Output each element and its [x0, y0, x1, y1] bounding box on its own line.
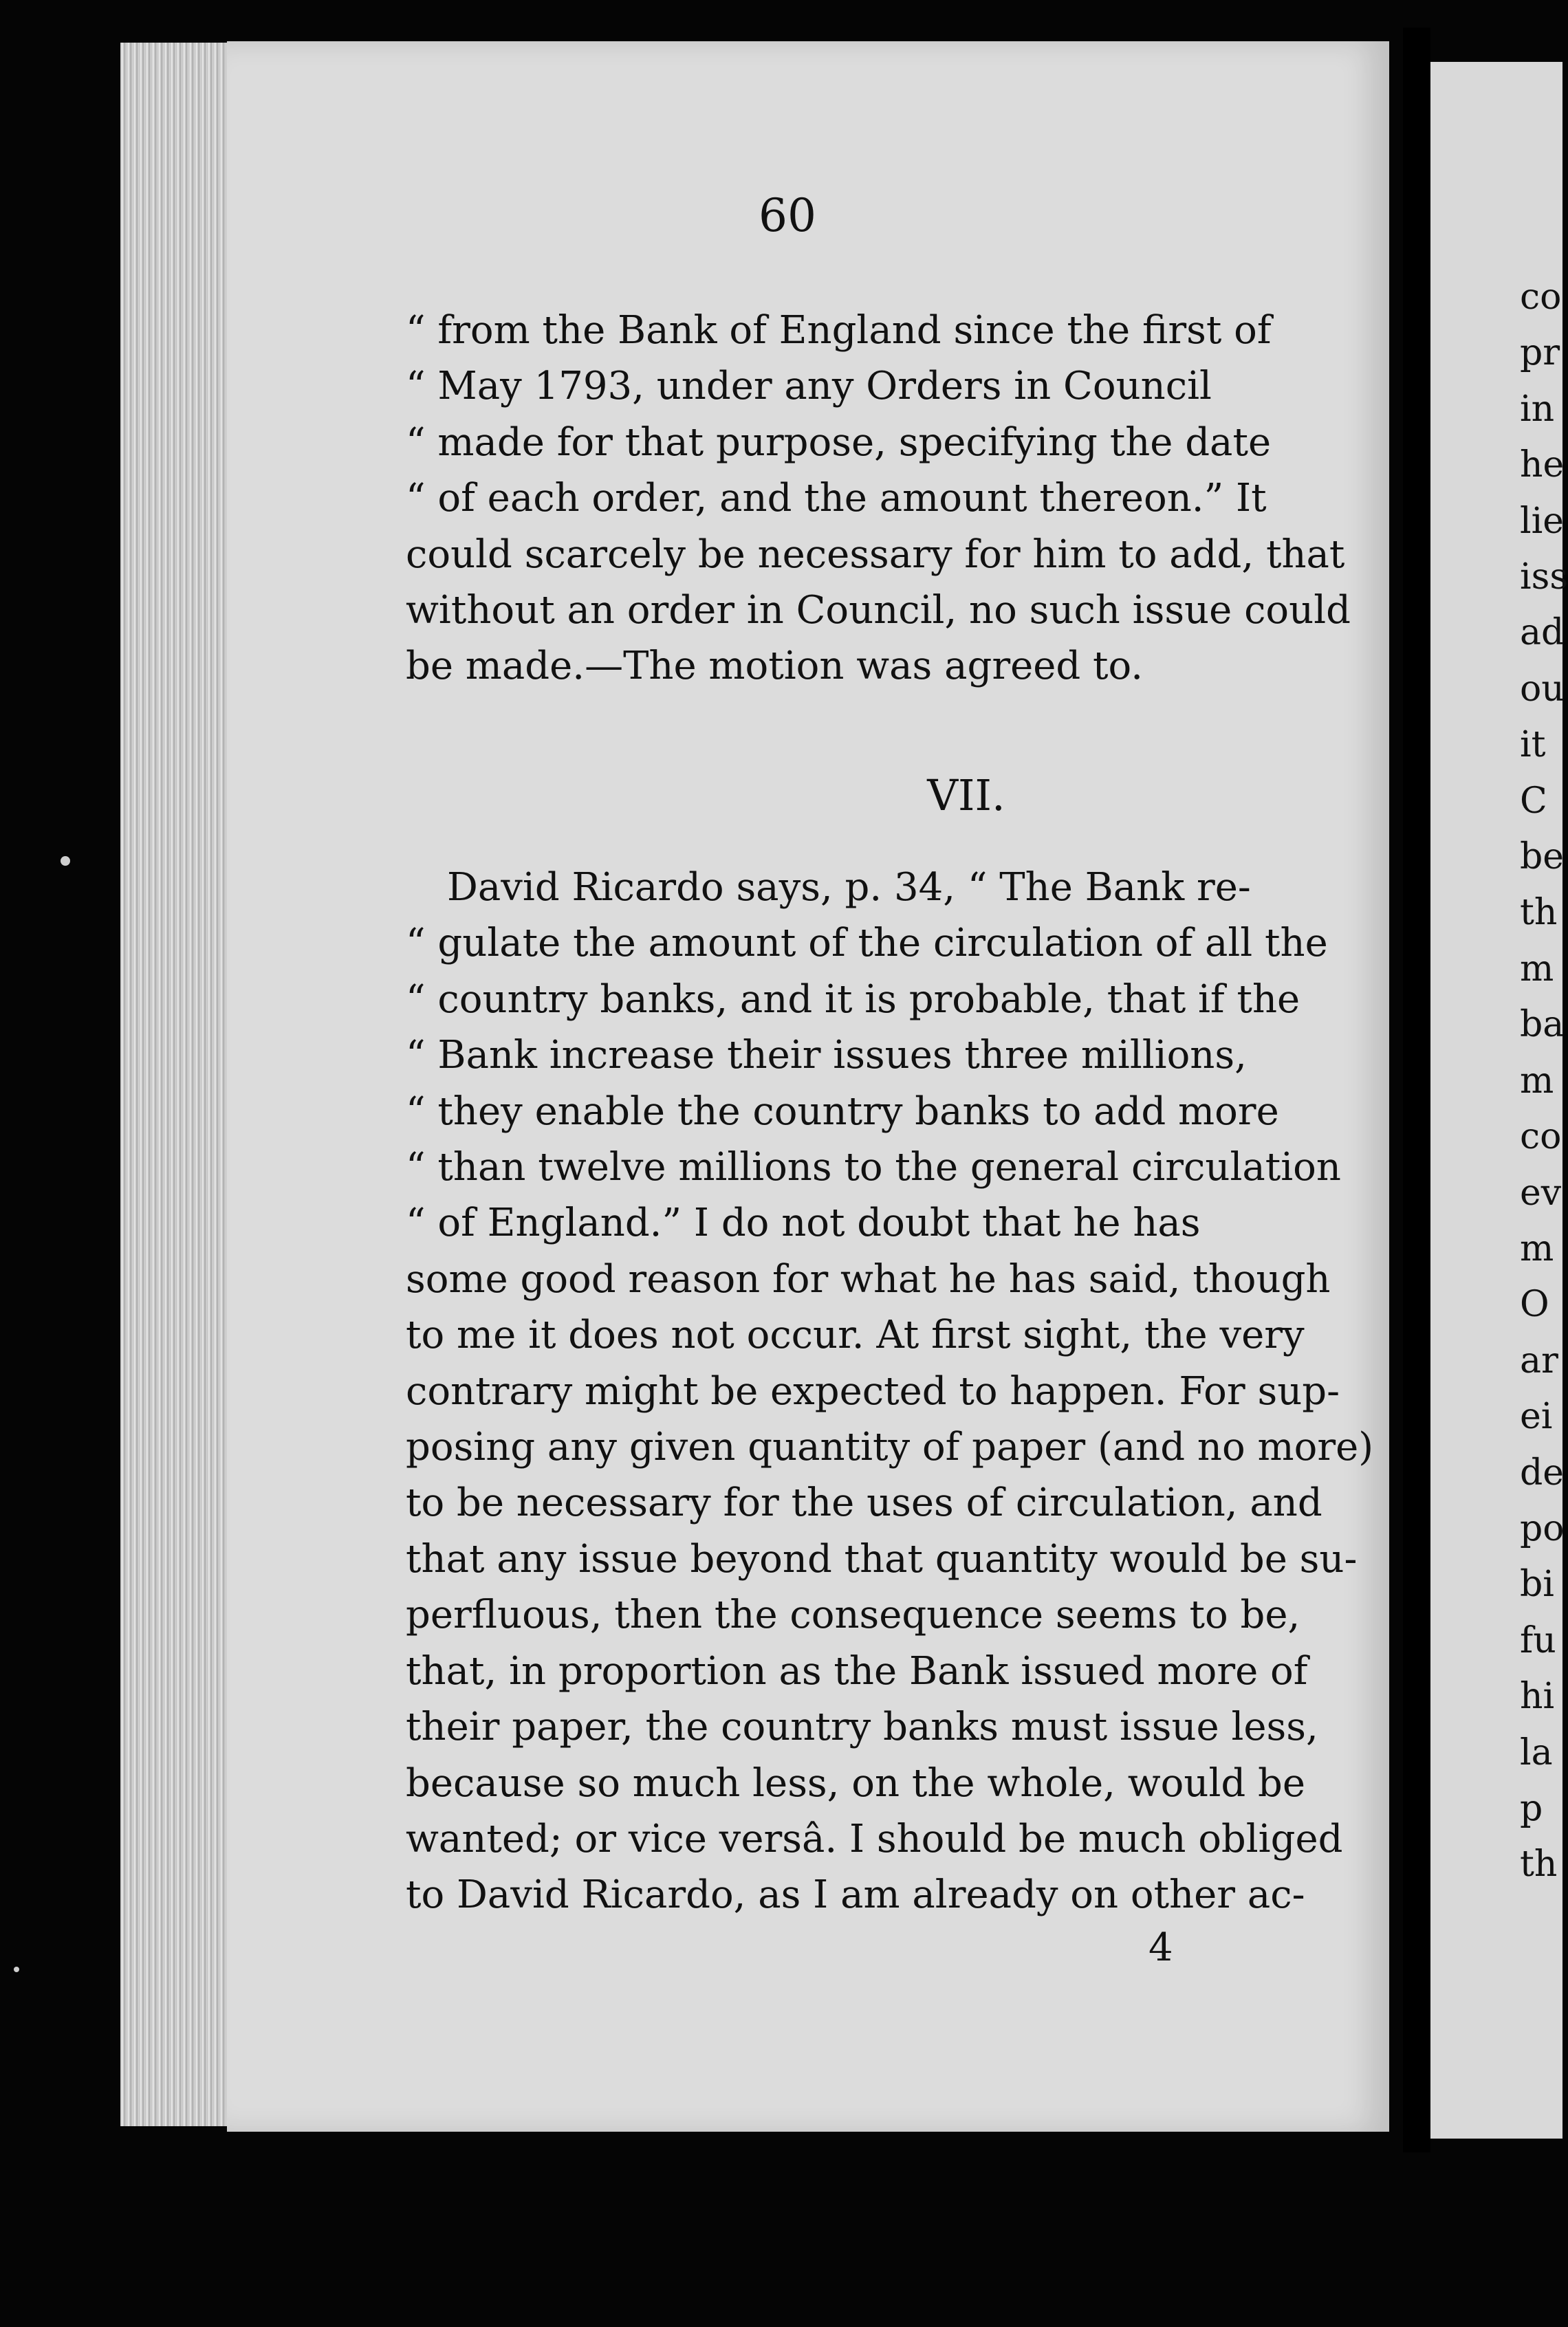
text-line: “ than twelve millions to the general circulation [406, 1145, 1341, 1190]
book-page [227, 41, 1389, 2132]
text-line: “ Bank increase their issues three millions, [406, 1033, 1247, 1078]
scan-dust [61, 856, 70, 866]
facing-line: ar [1520, 1340, 1558, 1381]
text-line: some good reason for what he has said, though [406, 1256, 1331, 1302]
text-line: that any issue beyond that quantity would be su- [406, 1536, 1358, 1582]
facing-line: co [1520, 276, 1562, 318]
facing-line: O [1520, 1284, 1549, 1326]
facing-line: fu [1520, 1619, 1556, 1661]
text-line: to David Ricardo, as I am already on other ac- [406, 1872, 1305, 1918]
facing-line: iss [1520, 556, 1568, 598]
text-line: without an order in Council, no such issue could [406, 588, 1351, 633]
text-line: David Ricardo says, p. 34, “ The Bank re- [447, 865, 1251, 910]
facing-line: co [1520, 1116, 1562, 1158]
facing-line: ad [1520, 612, 1565, 654]
facing-line: he [1520, 444, 1565, 486]
text-line: to be necessary for the uses of circulation, and [406, 1481, 1322, 1526]
facing-line: C [1520, 780, 1547, 822]
facing-line: ou [1520, 668, 1565, 710]
facing-line: it [1520, 724, 1546, 766]
facing-line: ei [1520, 1396, 1553, 1438]
facing-line: in [1520, 388, 1555, 430]
facing-line: p [1520, 1787, 1543, 1829]
text-line: posing any given quantity of paper (and no more) [406, 1425, 1374, 1470]
facing-line: be [1520, 836, 1565, 878]
facing-line: ev [1520, 1172, 1562, 1214]
text-line: that, in proportion as the Bank issued more of [406, 1648, 1308, 1694]
facing-line: th [1520, 892, 1558, 934]
paragraph-block-1 [406, 303, 1527, 695]
facing-line: ba [1520, 1004, 1565, 1046]
text-line: “ they enable the country banks to add more [406, 1089, 1279, 1134]
facing-line: bi [1520, 1564, 1554, 1606]
facing-line: lie [1520, 500, 1565, 542]
text-line: be made.—The motion was agreed to. [406, 644, 1144, 689]
text-line: “ of England.” I do not doubt that he has [406, 1201, 1201, 1246]
section-heading: VII. [927, 770, 1005, 820]
facing-line: m [1520, 948, 1554, 990]
text-line: because so much less, on the whole, would be [406, 1760, 1305, 1806]
page-gutter [1403, 28, 1430, 2152]
facing-line: de [1520, 1452, 1565, 1494]
text-line: contrary might be expected to happen. For sup- [406, 1368, 1340, 1414]
page-number: 60 [759, 189, 816, 242]
text-line: wanted; or vice versâ. I should be much obliged [406, 1816, 1343, 1861]
facing-line: pr [1520, 332, 1560, 374]
facing-page-text [1520, 270, 1568, 1893]
text-line: to me it does not occur. At first sight, the very [406, 1313, 1305, 1358]
facing-line: la [1520, 1731, 1553, 1773]
text-line: “ made for that purpose, specifying the date [406, 419, 1272, 465]
text-line: “ gulate the amount of the circulation of all the [406, 921, 1328, 966]
text-line: “ of each order, and the amount thereon.” It [406, 476, 1267, 521]
scan-dust [14, 1967, 19, 1972]
paragraph-block-2 [406, 860, 1527, 1923]
text-line: could scarcely be necessary for him to add, that [406, 532, 1345, 577]
text-line: “ country banks, and it is probable, that if the [406, 976, 1300, 1022]
facing-line: hi [1520, 1676, 1555, 1718]
facing-line: m [1520, 1227, 1554, 1269]
facing-line: th [1520, 1844, 1558, 1886]
text-line: “ May 1793, under any Orders in Council [406, 364, 1212, 409]
book-page-edge [120, 43, 230, 2126]
text-line: their paper, the country banks must issue less, [406, 1705, 1318, 1750]
catchword: 4 [1148, 1925, 1173, 1970]
facing-line: po [1520, 1507, 1565, 1549]
facing-line: m [1520, 1060, 1554, 1102]
text-line: “ from the Bank of England since the first of [406, 308, 1272, 353]
text-line: perfluous, then the consequence seems to be, [406, 1593, 1300, 1638]
